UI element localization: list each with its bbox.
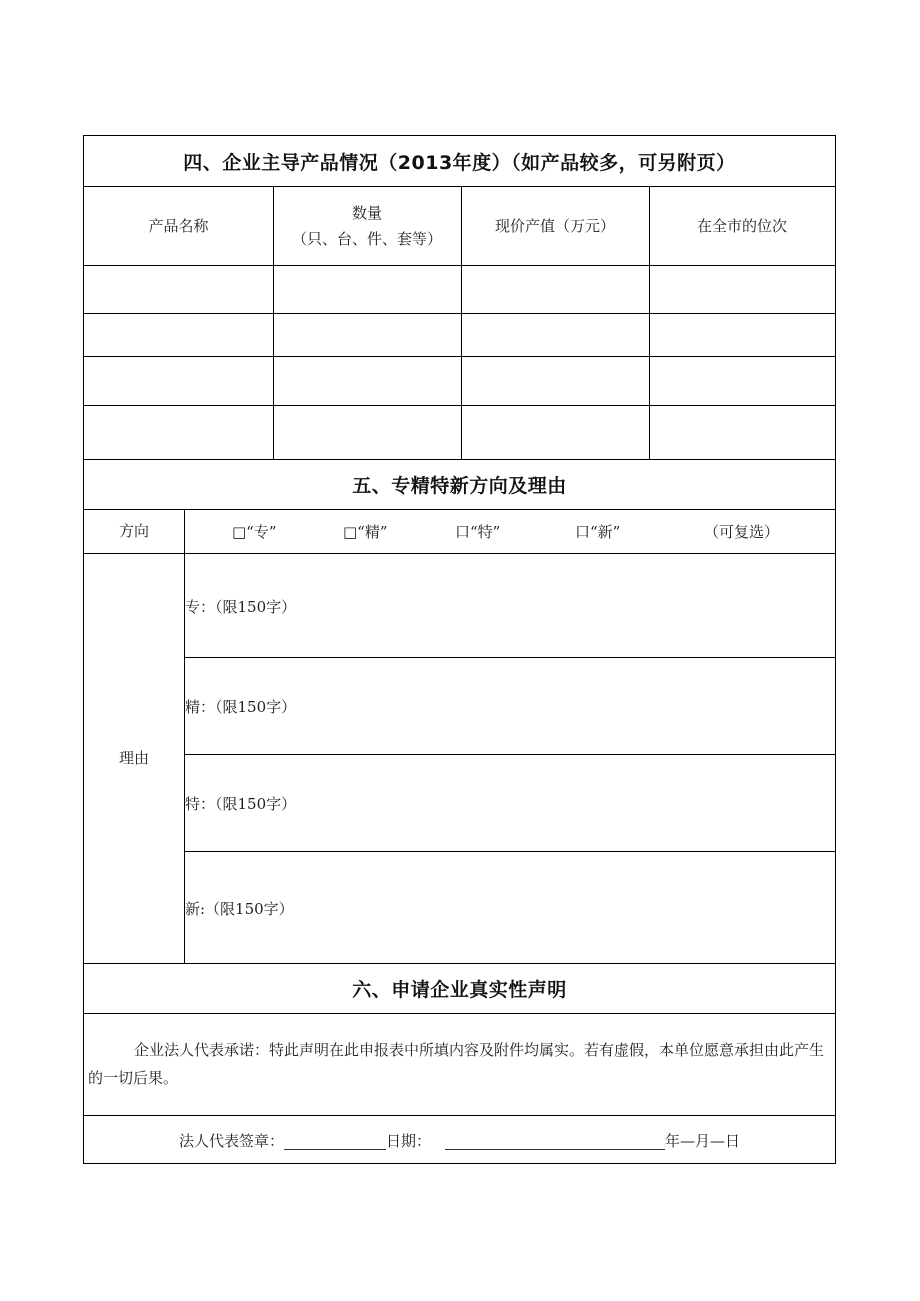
date-label: 日期：	[385, 1131, 431, 1150]
section4-title: 四、企业主导产品情况（2013年度）（如产品较多，可另附页）	[183, 151, 736, 174]
checkbox-te[interactable]: 口“特”	[455, 523, 501, 541]
date-blank[interactable]	[445, 1131, 665, 1150]
signature-blank[interactable]	[284, 1131, 386, 1150]
checkbox-xin[interactable]: 口“新”	[575, 523, 621, 541]
multi-select-note: （可复选）	[704, 523, 780, 541]
signature-row	[84, 1116, 835, 1164]
reason-zhuan[interactable]: 专：（限150字）	[185, 598, 297, 616]
product-row-3-value-cell[interactable]	[461, 356, 649, 405]
reason-te[interactable]: 特：（限150字）	[185, 795, 297, 813]
product-row-4-name-cell[interactable]	[84, 405, 273, 459]
product-row-4-quantity-cell[interactable]	[273, 405, 461, 459]
reason-jing[interactable]: 精：（限150字）	[185, 698, 297, 716]
product-row-1-name-cell[interactable]	[84, 265, 273, 313]
application-form-table	[83, 135, 836, 1164]
header-quantity	[273, 186, 461, 265]
direction-label: 方向	[118, 522, 149, 540]
product-row-1-quantity-cell[interactable]	[273, 265, 461, 313]
reason-xin[interactable]: 新:（限150字）	[185, 900, 294, 918]
product-row-1-rank-cell[interactable]	[649, 265, 835, 313]
checkbox-zhuan[interactable]: □“专”	[232, 523, 277, 541]
product-row-2-quantity-cell[interactable]	[273, 313, 461, 356]
product-row-2-value-cell[interactable]	[461, 313, 649, 356]
header-product-name: 产品名称	[148, 216, 209, 235]
product-row-1-value-cell[interactable]	[461, 265, 649, 313]
date-suffix: 年—月—日	[665, 1131, 741, 1150]
product-row-3-quantity-cell[interactable]	[273, 356, 461, 405]
product-row-2-name-cell[interactable]	[84, 313, 273, 356]
header-city-rank: 在全市的位次	[696, 216, 787, 235]
reason-label: 理由	[118, 749, 149, 767]
product-row-4-rank-cell[interactable]	[649, 405, 835, 459]
product-row-4-value-cell[interactable]	[461, 405, 649, 459]
header-quantity-line2: （只、台、件、套等）	[291, 229, 442, 248]
section6-title: 六、申请企业真实性声明	[352, 978, 567, 1001]
signature-label: 法人代表签章：	[178, 1131, 284, 1150]
checkbox-jing[interactable]: □“精”	[343, 523, 388, 541]
product-row-3-rank-cell[interactable]	[649, 356, 835, 405]
declaration-text: 企业法人代表承诺：特此声明在此申报表中所填内容及附件均属实。若有虚假，本单位愿意承担由此产生的一切后果。	[88, 1041, 825, 1087]
section5-title: 五、专精特新方向及理由	[352, 474, 567, 497]
header-quantity-line1: 数量	[351, 203, 382, 222]
product-row-3-name-cell[interactable]	[84, 356, 273, 405]
header-output-value: 现价产值（万元）	[494, 216, 615, 235]
product-row-2-rank-cell[interactable]	[649, 313, 835, 356]
